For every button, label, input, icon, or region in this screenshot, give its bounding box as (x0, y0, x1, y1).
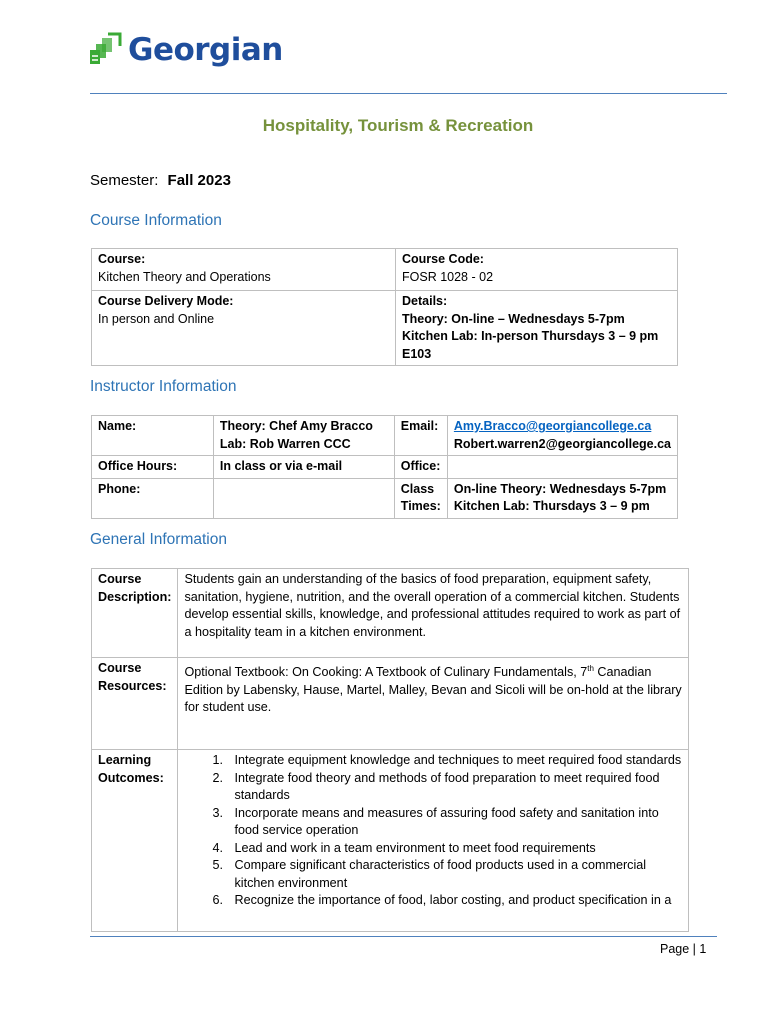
theory-instructor: Theory: Chef Amy Bracco (219, 419, 373, 433)
course-code-value: FOSR 1028 - 02 (402, 269, 494, 284)
list-item: Incorporate means and measures of assuring food safety and sanitation into food service operation (234, 805, 659, 837)
class-times-value (447, 478, 677, 518)
footer-divider (90, 936, 717, 937)
class-time-lab: Kitchen Lab: Thursdays 3 – 9 pm (453, 499, 650, 513)
course-code-label: Course Code: (402, 252, 484, 266)
list-item: Integrate food theory and methods of food preparation to meet required food standards (234, 770, 660, 802)
course-code-cell (396, 249, 678, 291)
list-item: Lead and work in a team environment to meet food requirements (234, 840, 596, 855)
list-item: Recognize the importance of food, labor costing, and product specification in a (234, 893, 672, 907)
name-value-cell (213, 416, 394, 456)
header-divider (90, 93, 727, 94)
list-item: Compare significant characteristics of food products used in a commercial kitchen environment (234, 858, 647, 890)
description-label (92, 569, 178, 658)
lab-instructor: Lab: Rob Warren CCC (219, 436, 351, 451)
details-line-2: Kitchen Lab: In-person Thursdays 3 – 9 pm (402, 329, 659, 343)
resources-label-2: Resources: (98, 678, 167, 693)
details-line-3: E103 (402, 346, 432, 361)
semester-value: Fall 2023 (167, 172, 231, 189)
course-cell (92, 249, 396, 291)
outcomes-label-1: Learning (98, 753, 152, 767)
office-label: Office: (394, 456, 447, 479)
name-label: Name: (92, 416, 214, 456)
class-times-label-1: Class (400, 481, 435, 496)
list-item: Integrate equipment knowledge and techniques to meet required food standards (234, 753, 682, 767)
resources-value (178, 658, 689, 750)
class-times-label-2: Times: (400, 499, 441, 513)
instructor-info-heading: Instructor Information (90, 378, 237, 395)
department-title: Hospitality, Tourism & Recreation (262, 116, 534, 135)
details-cell (396, 291, 678, 366)
georgian-logo (88, 28, 283, 72)
general-info-heading: General Information (90, 531, 227, 548)
class-times-label (394, 478, 447, 518)
description-value: Students gain an understanding of the basics of food preparation, equipment safety, sanitation, hygiene, nutrition, and the overall operation of a commercial kitchen. Students develop essential skills, knowledge, and professional attitudes required to work as part of a hospitality team in a kitchen environment. (178, 569, 689, 658)
resources-ordinal: th (587, 664, 594, 673)
outcomes-label (92, 750, 178, 932)
email-value-cell (447, 416, 677, 456)
description-label-1: Course (98, 572, 142, 586)
office-value (447, 456, 677, 479)
phone-label: Phone: (92, 478, 214, 518)
outcomes-list (212, 752, 682, 910)
description-label-2: Description: (98, 589, 172, 604)
phone-value (213, 478, 394, 518)
course-info-table (91, 248, 678, 366)
email-label: Email: (394, 416, 447, 456)
office-hours-label: Office Hours: (92, 456, 214, 479)
course-value: Kitchen Theory and Operations (98, 269, 271, 284)
outcomes-value (178, 750, 689, 932)
resources-label-1: Course (98, 661, 142, 675)
class-time-theory: On-line Theory: Wednesdays 5-7pm (453, 481, 667, 496)
resources-label (92, 658, 178, 750)
email-link-amy[interactable]: Amy.Bracco@georgiancollege.ca (453, 419, 652, 433)
delivery-mode-label: Course Delivery Mode: (98, 294, 234, 308)
delivery-mode-cell (92, 291, 396, 366)
resources-text-pre: Optional Textbook: On Cooking: A Textbook of Culinary Fundamentals, 7 (184, 665, 588, 680)
office-hours-value: In class or via e-mail (213, 456, 394, 479)
course-label: Course: (98, 252, 146, 266)
page-footer: Page | 1 (660, 942, 707, 956)
page-number: 1 (699, 942, 707, 956)
resources-text-post: Canadian Edition by Labensky, Hause, Martel, Malley, Bevan and Sicoli will be on-hold at the library for student use. (184, 665, 682, 715)
logo-text: Georgian (128, 32, 283, 68)
email-rob: Robert.warren2@georgiancollege.ca (453, 436, 671, 451)
georgian-logo-icon (88, 32, 122, 68)
delivery-mode-value: In person and Online (98, 311, 215, 326)
page-label: Page (660, 942, 690, 956)
general-info-table (91, 568, 689, 932)
semester-label: Semester: (90, 172, 159, 189)
instructor-info-table (91, 415, 678, 519)
semester-line (90, 172, 231, 189)
course-info-heading: Course Information (90, 212, 222, 229)
details-line-1: Theory: On-line – Wednesdays 5-7pm (402, 311, 625, 326)
details-label: Details: (402, 294, 448, 308)
outcomes-label-2: Outcomes: (98, 770, 164, 785)
